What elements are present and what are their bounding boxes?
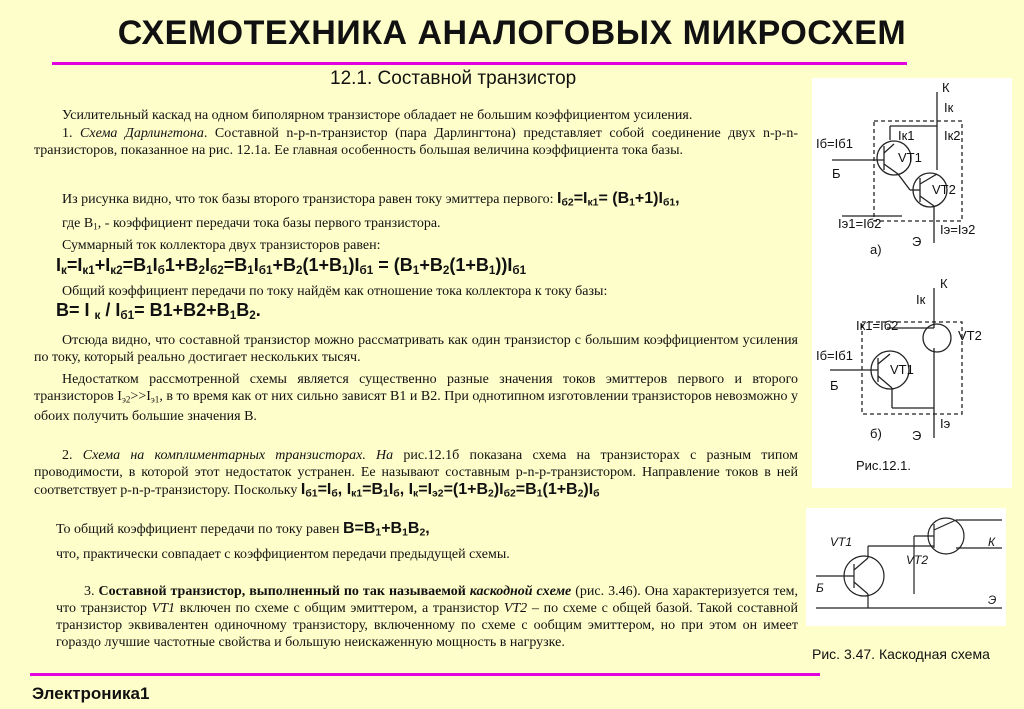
- s1-line5: [62, 283, 607, 300]
- s1-line2: [62, 190, 802, 212]
- s1-line3: где $B_1$, - коэффициент передачи тока базы первого транзистора.: [62, 216, 441, 232]
- s3-text3: – по схеме с общей базой. Такой составной транзистор эквивалентен одиночному транзистору, включенному по схеме с ообщим эмиттером, но при этом он имеет гораздо лучшие частотные свойства и большую неискаженную мощность в нагрузке.: [56, 601, 799, 650]
- s1-line3-text: где B: [62, 216, 94, 231]
- s1-para3b: >>I: [130, 389, 151, 404]
- s1-line3-tail: , - коэффициент передачи тока базы первого транзистора.: [97, 216, 441, 231]
- footer-label: Электроника1: [32, 684, 150, 703]
- fig-a-Ik1-label: Iк1: [898, 128, 915, 143]
- fig2-K-label: К: [988, 535, 996, 549]
- fig-a-VT2-label: VT2: [932, 182, 956, 197]
- cascode-circuit: [806, 508, 1006, 626]
- s3-number: 3.: [84, 584, 95, 599]
- footer-divider: [30, 673, 820, 676]
- fig-b-B-label: Б: [830, 378, 839, 393]
- fig2-VT2-label: VT2: [906, 553, 929, 567]
- s1-line2-text: Из рисунка видно, что ток базы второго транзистора равен току эмиттера первого:: [62, 192, 554, 207]
- fig-a-caption: а): [870, 242, 882, 257]
- section-subtitle: 12.1. Составной транзистор: [330, 68, 577, 89]
- s3-text2: включен по схеме с общим эмиттером, а транзистор: [179, 601, 500, 616]
- fig-b-Ib-label: Iб=Iб1: [816, 348, 853, 363]
- fig-b-Ik1-label: Iк1=Iб2: [856, 318, 899, 333]
- fig-b-E-label: Э: [912, 428, 922, 443]
- s3-vt1: VT1: [151, 601, 175, 616]
- s1-paragraph2: [34, 332, 798, 366]
- fig-a-E-label: Э: [912, 234, 922, 249]
- s2-line3: [56, 546, 510, 563]
- intro-text: [62, 107, 797, 124]
- s3-heading: Составной транзистор, выполненный по так называемой: [98, 584, 466, 599]
- fig-12-1-caption: Рис.12.1.: [856, 458, 911, 473]
- fig-a-Ie-label: Iэ=Iэ2: [940, 222, 976, 237]
- s1-line4-text: Суммарный ток коллектора двух транзисторов равен:: [62, 238, 381, 253]
- fig2-VT1-label: VT1: [830, 535, 853, 549]
- formula-s2: $I_{б1}=I_б$, $I_{к1}=B_1I_б$, $I_к=I_{э2}=(1+B_2)I_{б2}=B_1(1+B_2)I_б$: [300, 481, 600, 500]
- fig-b-VT2-label: VT2: [958, 328, 982, 343]
- darlington-circuits: [812, 78, 1012, 488]
- s3-heading-italic: каскодной схеме: [469, 584, 572, 599]
- s2-text: рис.12.1б показана схема на транзисторах с разным типом проводимости, в которой этот недостаток устранен. Ее называют составным p-n-p-транзистором. Направление токов в ней соответствует p-n-p-транзистору. Поскольку: [34, 448, 798, 498]
- s1-line4: [62, 237, 381, 254]
- fig-a-Ik-label: Iк: [944, 100, 954, 115]
- fig-a-VT1-label: VT1: [898, 150, 922, 165]
- fig-a-Ie1-label: Iэ1=Iб2: [838, 216, 882, 231]
- fig-b-VT1-label: VT1: [890, 362, 914, 377]
- figure-3-47: [806, 508, 1006, 626]
- section1-paragraph: [34, 125, 798, 159]
- formula-b2: $B=B_1+B_1B_2$,: [342, 520, 430, 539]
- fig-b-Ik-label: Iк: [916, 292, 926, 307]
- s3-text1: (рис. 3.46). Она характеризуется тем, что транзистор: [56, 584, 799, 616]
- fig-a-Ib-label: Iб=Iб1: [816, 136, 853, 151]
- s2-line3-text: что, практически совпадает с коэффициентом передачи предыдущей схемы.: [56, 547, 510, 562]
- fig-a-K-label: К: [942, 80, 950, 95]
- figure-12-1: [812, 78, 1012, 488]
- s3-vt2: VT2: [503, 601, 528, 616]
- fig-b-caption: б): [870, 426, 882, 441]
- page-title: СХЕМОТЕХНИКА АНАЛОГОВЫХ МИКРОСХЕМ: [117, 14, 907, 52]
- figure-3-47-caption: Рис. 3.47. Каскодная схема: [812, 646, 990, 662]
- s1-paragraph3: Недостатком рассмотренной схемы является существенно разные значения токов эмиттеров первого и второго транзисторов $I_{э2}>>I_{э1}$, в то время как от них сильно зависят B1 и B2. При однотипном изготовлении транзисторов невозможно у обоих получить большие значения B.: [34, 372, 798, 425]
- s2-number: 2.: [62, 448, 73, 463]
- s1-text: . Составной n-p-n-транзистор (пара Дарлингтона) представляет собой соединение двух n-p-n-транзисторов, показанное на рис. 12.1а. Ее главная особенность большая величина коэффициента тока базы.: [34, 126, 799, 158]
- s1-para3c: , в то время как от них сильно зависят B1 и B2. При однотипном изготовлении транзисторов невозможно у обоих получить большие значения B.: [34, 389, 798, 425]
- s1-para2-text: Отсюда видно, что составной транзистор можно рассматривать как один транзистор с большим коэффициентом усиления по току, который реально достигает нескольких тысяч.: [34, 333, 798, 365]
- formula-ik: $I_к=I_{к1}+I_{к2}=B_1I_б1+B_2I_{б2}=B_1I_{б1}+B_2(1+B_1)I_{б1} = (B_1+B_2(1+B_1))I_{б1}$: [56, 255, 527, 277]
- fig-a-Ik2-label: Iк2: [944, 128, 961, 143]
- s2-heading: Схема на комплиментарных транзисторах. На: [82, 448, 394, 463]
- fig-b-Ie-label: Iэ: [940, 416, 951, 431]
- fig2-E-label: Э: [988, 593, 997, 607]
- intro-sentence: Усилительный каскад на одном биполярном транзисторе обладает не большим коэффициентом усиления.: [62, 108, 693, 123]
- section2-paragraph: [34, 447, 798, 503]
- s1-heading: Схема Дарлингтона: [80, 126, 204, 141]
- s1-number: 1.: [62, 126, 73, 141]
- fig-a-B-label: Б: [832, 166, 841, 181]
- title-divider: [52, 62, 907, 65]
- formula-b: B= I $_к / I_{б1}= B1+B2+B_1B_2$.: [56, 300, 261, 322]
- fig2-B-label: Б: [816, 581, 824, 595]
- section3-paragraph: [56, 583, 798, 651]
- s1-line5-text: Общий коэффициент передачи по току найдём как отношение тока коллектора к току базы:: [62, 284, 608, 299]
- s2-line2: [56, 520, 430, 542]
- fig-b-K-label: К: [940, 276, 948, 291]
- s1-para3a: Недостатком рассмотренной схемы является существенно разные значения токов эмиттеров первого и второго транзисторов I: [34, 372, 798, 404]
- formula-ib2: $I_{б2}=I_{к1}= (B_1+1)I_{б1}$,: [557, 190, 680, 209]
- s2-line2-text: То общий коэффициент передачи по току равен: [56, 522, 340, 537]
